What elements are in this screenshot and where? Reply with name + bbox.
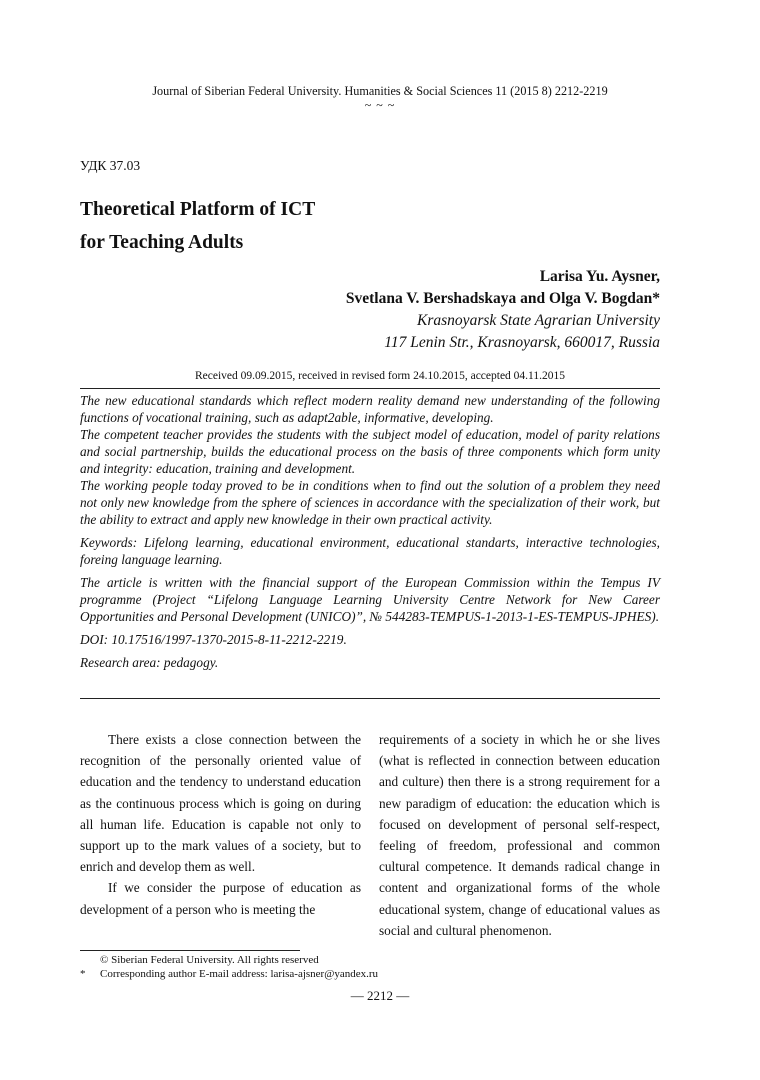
funding-note: The article is written with the financial support of the European Commission within the Tempus IV programme (Project “Lifelong Language Learning University Centre Network for New Career Opportunities and Personal Development (UNICO)”, № 544283-TEMPUS-1-2013-1-ES-TEMPUS-JPHES).	[80, 575, 660, 624]
footnote-rule	[80, 950, 300, 951]
journal-header: Journal of Siberian Federal University. Humanities & Social Sciences 11 (2015 8) 2212-2219	[152, 84, 608, 98]
corresponding-author-note: Corresponding author E-mail address: larisa-ajsner@yandex.ru	[100, 968, 379, 980]
doi: DOI: 10.17516/1997-1370-2015-8-11-2212-2219.	[80, 632, 347, 647]
page-number: — 2212 —	[350, 988, 410, 1003]
keywords: Keywords: Lifelong learning, educational environment, educational standarts, interactive technologies, foreing language learning.	[80, 535, 660, 567]
affiliation: Krasnoyarsk State Agrarian University	[417, 312, 660, 329]
body-paragraph: requirements of a society in which he or she lives (what is reflected in connection between education and culture) then there is a strong requirement for a new paradigm of education: the education which is focused on development of personal self-respect, feeling of freedom, professional and common cultural competence. It demands radical change in content and organizational forms of the whole educational system, change of educational values as social and cultural phenomenon.	[379, 732, 660, 938]
article-title	[80, 193, 315, 259]
author-block	[346, 266, 660, 354]
research-area: Research area: pedagogy.	[80, 655, 219, 670]
body-paragraph: There exists a close connection between the recognition of the personally oriented value of education and the tendency to understand education as the continuous process which is going on during all human life. Education is capable not only to support up to the mark values of a society, but to enrich and develop them as well.	[80, 732, 361, 875]
abstract-paragraph: The competent teacher provides the students with the subject model of education, model of parity relations and social partnership, builds the educational process on the basis of three components which form unity and integrity: education, training and development.	[80, 427, 660, 476]
copyright-note: © Siberian Federal University. All rights reserved	[100, 954, 319, 966]
footnote-star: *	[80, 968, 86, 980]
header-separator: ~ ~ ~	[364, 98, 396, 112]
abstract-paragraph: The new educational standards which reflect modern reality demand new understanding of the following functions of vocational training, such as adapt2able, informative, developing.	[80, 393, 660, 425]
affiliation-address: 117 Lenin Str., Krasnoyarsk, 660017, Russia	[384, 334, 660, 351]
authors-line-1: Larisa Yu. Aysner,	[539, 268, 660, 285]
body-paragraph: If we consider the purpose of education as development of a person who is meeting the	[80, 880, 361, 917]
title-line-1: Theoretical Platform of ICT	[80, 199, 316, 220]
authors-line-2: Svetlana V. Bershadskaya and Olga V. Bogdan*	[345, 290, 660, 307]
received-dates: Received 09.09.2015, received in revised form 24.10.2015, accepted 04.11.2015	[194, 370, 566, 382]
abstract-top-rule	[80, 388, 660, 389]
body-column-right	[379, 729, 660, 941]
abstract-bottom-rule	[80, 698, 660, 699]
title-line-2: for Teaching Adults	[80, 232, 244, 253]
footnotes	[80, 953, 378, 981]
body-column-left	[80, 729, 361, 920]
udc-code: УДК 37.03	[80, 158, 141, 173]
abstract-paragraph: The working people today proved to be in conditions when to find out the solution of a problem they need not only new knowledge from the sphere of sciences in accordance with the specialization of their work, but the ability to extract and apply new knowledge in their own practical activity.	[80, 478, 660, 527]
abstract-block	[80, 392, 660, 671]
